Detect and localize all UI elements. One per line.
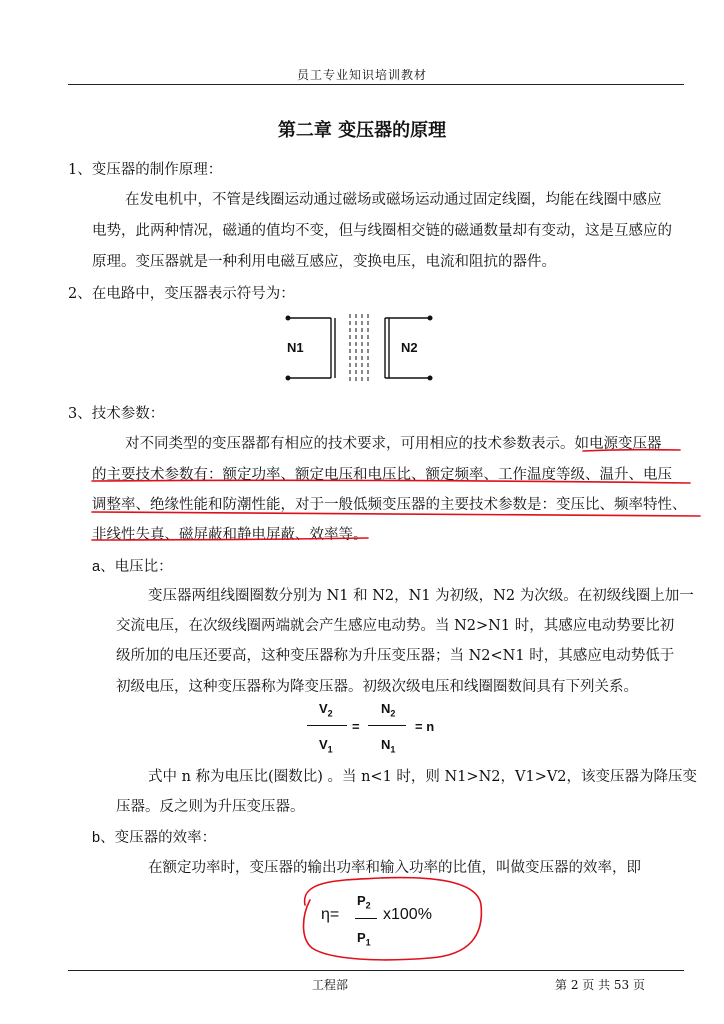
section-1-line-1: 在发电机中，不管是线圈运动通过磁场或磁场运动通过固定线圈，均能在线圈中感应 [125,192,662,208]
efficiency-p1: $P_1$ [357,930,371,948]
efficiency-p2: $P_2$ [357,893,371,911]
formula-n2: $N_2$ [381,701,396,719]
formula-n1: $N_1$ [381,737,396,755]
efficiency-x100: x100% [383,906,432,923]
section-1-heading: 1、变压器的制作原理： [68,162,223,178]
header-rule [68,84,684,85]
winding-label-n2: N2 [401,340,418,355]
formula-v1: $V_1$ [319,737,333,755]
subsection-a-after-line-1: 式中 n 称为电压比(圈数比) 。当 n<1 时，则 N1>N2，V1>V2，该变压器为降压变 [148,769,698,785]
footer-rule [68,970,684,971]
formula-v2: $V_2$ [319,701,333,719]
running-header: 员工专业知识培训教材 [296,68,427,82]
page-title: 第二章 变压器的原理 [277,120,447,141]
subsection-a-heading: a、电压比： [92,559,173,575]
efficiency-eta: η= [321,906,340,923]
section-1-line-2: 电势，此两种情况，磁通的值均不变，但与线圈相交链的磁通数量却有变动，这是互感应的 [92,223,672,239]
subsection-a-line-3: 级所加的电压还要高，这种变压器称为升压变压器；当 N2<N1 时，其感应电动势低于 [116,648,675,664]
subsection-b-heading: b、变压器的效率： [92,830,217,846]
subsection-b-line: 在额定功率时，变压器的输出功率和输入功率的比值，叫做变压器的效率，即 [148,860,641,876]
subsection-a-line-1: 变压器两组线圈圈数分别为 N1 和 N2，N1 为初级，N2 为次级。在初级线圈上加一 [148,588,694,604]
subsection-a-line-2: 交流电压，在次级线圈两端就会产生感应电动势。当 N2>N1 时，其感应电动势要比初 [116,618,675,634]
section-3-line-1: 对不同类型的变压器都有相应的技术要求，可用相应的技术参数表示。如电源变压器 [125,436,662,452]
section-3-line-3: 调整率、绝缘性能和防潮性能，对于一般低频变压器的主要技术参数是：变压比、频率特性、 [92,497,687,513]
footer-department: 工程部 [312,978,349,992]
efficiency-fraction-bar [355,918,377,919]
section-2-heading: 2、在电路中，变压器表示符号为： [68,286,295,302]
subsection-a-line-4: 初级电压，这种变压器称为降变压器。初级次级电压和线圈圈数间具有下列关系。 [116,679,638,695]
section-3-heading: 3、技术参数： [68,406,165,422]
formula-fraction-bar-2 [368,725,406,726]
footer-page-number: 第 2 页 共 53 页 [555,978,645,992]
formula-fraction-bar-1 [307,725,347,726]
section-1-line-3: 原理。变压器就是一种利用电磁互感应，变换电压，电流和阻抗的器件。 [92,254,556,270]
section-3-line-2: 的主要技术参数有：额定功率、额定电压和电压比、额定频率、工作温度等级、温升、电压 [92,467,672,483]
formula-equals-n: = n [415,719,435,734]
winding-label-n1: N1 [287,340,304,355]
subsection-a-after-line-2: 压器。反之则为升压变压器。 [116,799,305,815]
section-3-line-4: 非线性失真、磁屏蔽和静电屏蔽、效率等。 [92,527,368,543]
formula-equals: = [352,719,360,734]
